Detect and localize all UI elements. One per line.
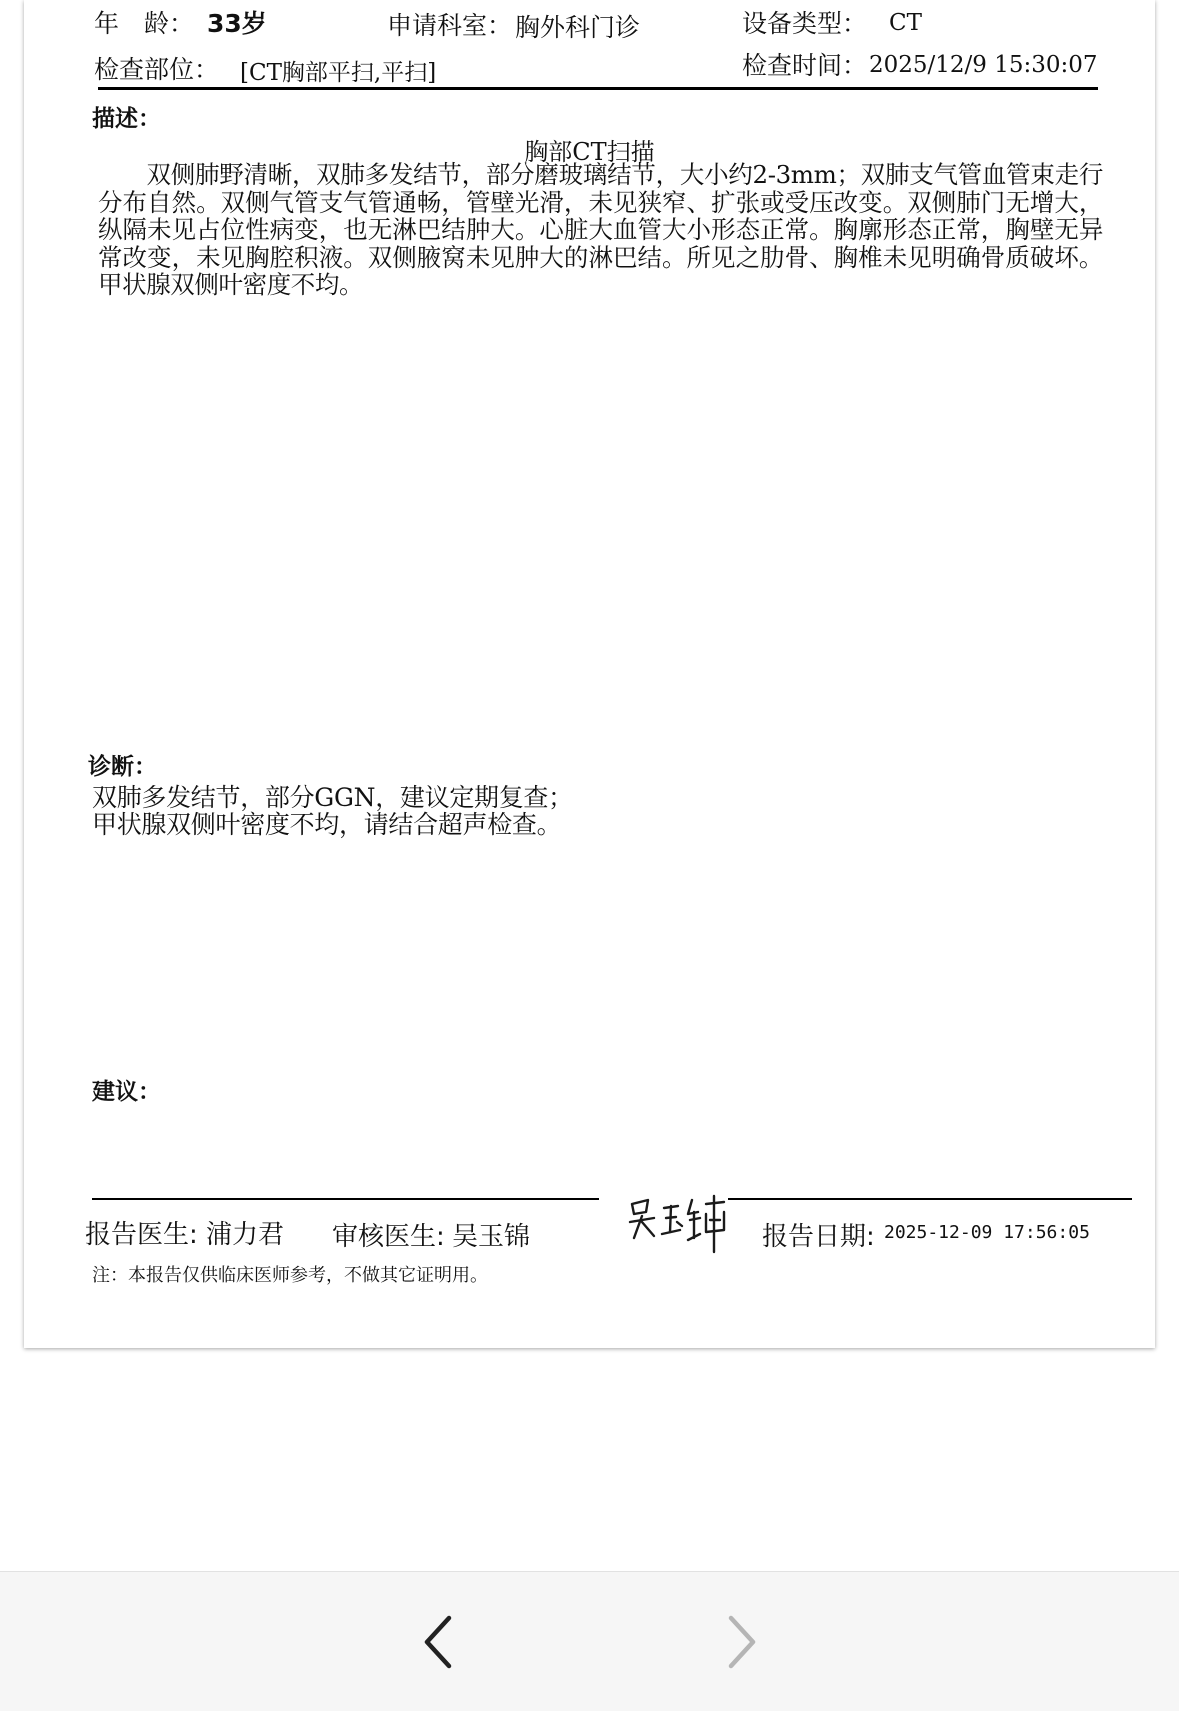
reporter-name: 浦力君	[206, 1220, 285, 1250]
reviewer-name: 吴玉锦	[452, 1222, 531, 1252]
previous-page-button[interactable]	[404, 1607, 474, 1677]
part-label: 检查部位：	[94, 55, 220, 84]
chevron-right-icon	[721, 1614, 761, 1670]
advice-label: 建议：	[92, 1079, 161, 1105]
diagnosis-line-2: 甲状腺双侧叶密度不均，请结合超声检查。	[92, 810, 562, 839]
disclaimer-note: 注：本报告仅供临床医师参考，不做其它证明用。	[92, 1265, 488, 1286]
description-body: 双侧肺野清晰，双肺多发结节，部分磨玻璃结节，大小约2-3mm；双肺支气管血管束走行分布自然。双侧气管支气管通畅，管壁光滑，未见狭窄、扩张或受压改变。双侧肺门无增大，纵隔未见占位性病变，也无淋巴结肿大。心脏大血管大小形态正常。胸廓形态正常，胸壁无异常改变，未见胸腔积液。双侧腋窝未见肿大的淋巴结。所见之肋骨、胸椎未见明确骨质破坏。甲状腺双侧叶密度不均。	[98, 160, 1103, 299]
next-page-button[interactable]	[706, 1607, 776, 1677]
description-label: 描述：	[92, 106, 161, 132]
page-navigation-bar	[0, 1571, 1179, 1711]
footer-rule-left	[92, 1198, 599, 1200]
report-date-value: 2025-12-09 17:56:05	[884, 1222, 1090, 1243]
signature-image	[624, 1190, 734, 1260]
report-date-label: 报告日期:	[762, 1222, 875, 1252]
diagnosis-line-1: 双肺多发结节，部分GGN，建议定期复查；	[92, 783, 573, 812]
chevron-left-icon	[419, 1614, 459, 1670]
footer-rule-right	[728, 1198, 1132, 1200]
reporter-label: 报告医生:	[85, 1220, 198, 1250]
description-title: 胸部CT扫描	[524, 138, 655, 166]
header-rule	[98, 87, 1098, 90]
report-page	[24, 0, 1155, 1348]
reviewer-label: 审核医生:	[332, 1222, 445, 1252]
age-label: 年 龄：	[94, 9, 195, 38]
part-value: [CT胸部平扫,平扫]	[240, 60, 437, 86]
diagnosis-label: 诊断：	[88, 754, 157, 780]
age-value: 33岁	[207, 9, 267, 38]
time-label: 检查时间：	[742, 51, 868, 80]
device-value: CT	[889, 10, 922, 36]
dept-value: 胸外科门诊	[515, 13, 641, 42]
time-value: 2025/12/9 15:30:07	[869, 52, 1098, 78]
device-label: 设备类型：	[742, 9, 868, 38]
dept-label: 申请科室：	[387, 11, 513, 40]
